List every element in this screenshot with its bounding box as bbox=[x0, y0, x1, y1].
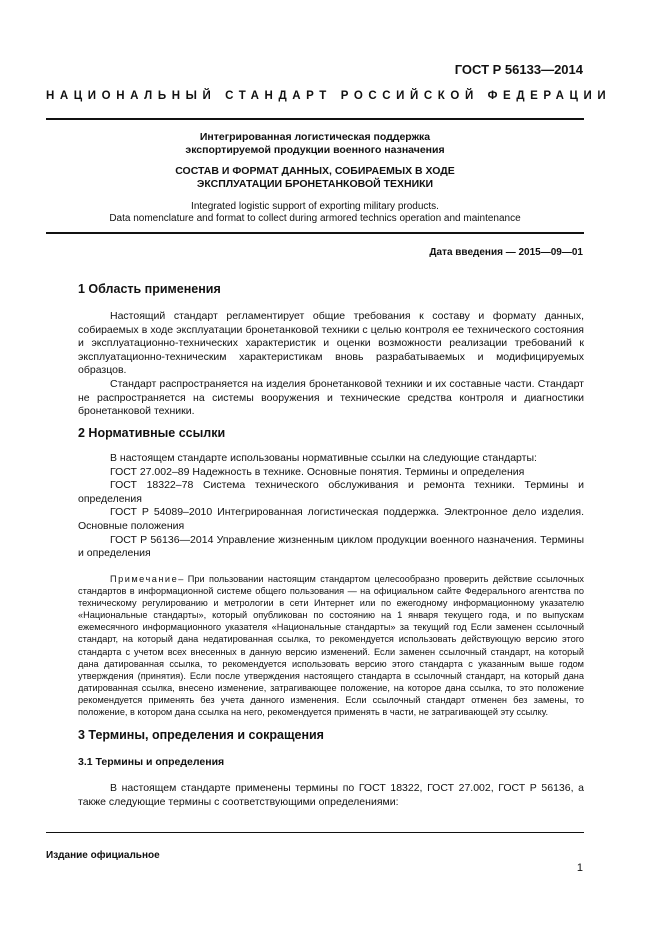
note-text: – При пользовании настоящим стандартом целесообразно проверить действие ссылочных стандартов в информационной системе общего пользования — на официальном сайте Федерального агентства по техническому регулированию и метрологии в сети Интернет или по ежегодному информационному указателю «Национальные стандарты», который опубликован по состоянию на 1 января текущего года, и по выпускам ежемесячного информационного указателя «Национальные стандарты» за текущий год Если заменен ссылочный стандарт, на который дана недатированная ссылка, то рекомендуется использовать действующую версию этого стандарта с учетом всех внесенных в данную версию изменений. Если заменен ссылочный стандарт, на который дана датированная ссылка, то рекомендуется использовать версию этого стандарта с указанным выше годом утверждения (принятия). Если после утверждения настоящего стандарта в ссылочный стандарт, на который дана датированная ссылка, внесено изменение, затрагивающее положение, на которое дана ссылка, то это положение рекомендуется применять без учета данного изменения. Если ссылочный стандарт отменен без замены, то положение, в котором дана ссылка на него, рекомендуется применять в части, не затрагивающей эту ссылку. bbox=[78, 574, 584, 718]
document-code: ГОСТ Р 56133—2014 bbox=[454, 62, 583, 77]
section-3-body bbox=[78, 782, 584, 809]
note-label: Примечание bbox=[110, 574, 179, 584]
title-divider bbox=[46, 232, 584, 234]
section-1-paragraph-1: Настоящий стандарт регламентирует общие требования к составу и формату данных, собираемых в ходе эксплуатации бронетанковой техники с целью контроля ее технического состояния и эксплуатационно-технических характеристик и оценки возможности реализации требований к эксплуатационно-техническим характеристикам вновь разрабатываемых и модифицируемых образцов. bbox=[78, 310, 584, 377]
footer-divider bbox=[46, 832, 584, 833]
section-2-note bbox=[78, 573, 584, 718]
title-en-line1: Integrated logistic support of exporting military products. bbox=[191, 201, 439, 212]
official-edition-label: Издание официальное bbox=[46, 850, 160, 861]
section-1-paragraph-2: Стандарт распространяется на изделия бронетанковой техники и их составные части. Стандарт не распространяется на системы вооружения и технические средства контроля и диагностики бронетанковой техники. bbox=[78, 377, 584, 418]
section-1-body bbox=[78, 310, 584, 419]
section-2-paragraph-1: В настоящем стандарте использованы нормативные ссылки на следующие стандарты: bbox=[110, 452, 537, 464]
reference-item: ГОСТ 27.002–89 Надежность в технике. Основные понятия. Термины и определения bbox=[110, 465, 525, 478]
reference-item: ГОСТ Р 56136—2014 Управление жизненным циклом продукции военного назначения. Термины и определения bbox=[78, 533, 584, 560]
title-ru-line1: Интегрированная логистическая поддержка bbox=[199, 131, 431, 143]
section-1-heading: 1 Область применения bbox=[78, 282, 221, 296]
section-3-paragraph-1: В настоящем стандарте применены термины по ГОСТ 18322, ГОСТ 27.002, ГОСТ Р 56136, а также следующие термины с соответствующими определениями: bbox=[78, 782, 584, 808]
section-2-body bbox=[78, 452, 584, 561]
title-en-line2: Data nomenclature and format to collect during armored technics operation and maintenance bbox=[109, 213, 521, 224]
reference-item: ГОСТ Р 54089–2010 Интегрированная логистическая поддержка. Электронное дело изделия. Основные положения bbox=[78, 506, 584, 532]
reference-item: ГОСТ 18322–78 Система технического обслуживания и ремонта техники. Термины и определения bbox=[78, 479, 584, 505]
introduction-date: Дата введения — 2015—09—01 bbox=[429, 247, 583, 258]
section-3-1-heading: 3.1 Термины и определения bbox=[78, 756, 225, 768]
title-ru-line2: экспортируемой продукции военного назначения bbox=[185, 144, 445, 156]
title-main-line1: СОСТАВ И ФОРМАТ ДАННЫХ, СОБИРАЕМЫХ В ХОДЕ bbox=[175, 165, 455, 177]
section-2-heading: 2 Нормативные ссылки bbox=[78, 426, 226, 440]
national-standard-banner: НАЦИОНАЛЬНЫЙ СТАНДАРТ РОССИЙСКОЙ ФЕДЕРАЦИИ bbox=[46, 90, 612, 102]
section-3-heading: 3 Термины, определения и сокращения bbox=[78, 728, 324, 742]
title-main-line2: ЭКСПЛУАТАЦИИ БРОНЕТАНКОВОЙ ТЕХНИКИ bbox=[196, 178, 434, 190]
page-number: 1 bbox=[576, 862, 583, 874]
header-divider bbox=[46, 118, 584, 120]
